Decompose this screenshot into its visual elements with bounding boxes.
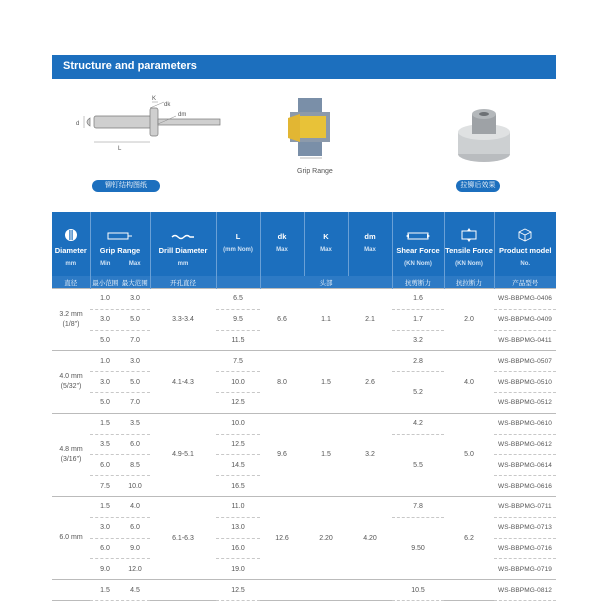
header-unit: No. [520,261,531,267]
grip-min: 5.0 [100,399,110,407]
grip-max: 4.0 [130,503,140,511]
grip-range-cutaway [280,96,340,162]
grip-range-cell [90,330,150,351]
product-model-cell: WS-BBPMG-0713 [494,517,556,538]
product-model-cell: WS-BBPMG-0512 [494,392,556,413]
l-cell: 19.0 [216,559,260,580]
grip-min: 3.0 [100,316,110,324]
l-cell: 7.5 [216,351,260,372]
pulled-effect-image [456,102,512,166]
diameter-cell [52,289,90,351]
product-box-icon [495,228,557,242]
l-cell: 10.0 [216,413,260,434]
header-7 [392,212,444,276]
header-unit: mm [65,261,77,267]
grip-range-cell [90,434,150,455]
grip-range-cell [90,559,150,580]
grip-max: 6.0 [130,524,140,532]
grip-range-cell [90,538,150,559]
table-row [52,351,556,372]
product-model-cell: WS-BBPMG-0507 [494,351,556,372]
cn-header-shear: 抗剪断力 [392,276,444,289]
grip-max: 12.0 [128,565,142,573]
rivet-label-dm: dm [178,112,187,118]
header-sub [91,261,150,267]
header-9 [494,212,556,276]
diameter-cell [52,496,90,579]
pulled-effect-caption: 拉铆后效果 [456,180,500,192]
header-1 [90,212,150,276]
dm-cell: 3.2 [348,413,392,496]
product-model-cell: WS-BBPMG-0616 [494,476,556,497]
header-8 [444,212,494,276]
dm-cell: 2.6 [348,351,392,413]
l-cell: 12.5 [216,580,260,601]
diameter-cell [52,351,90,413]
figures-area [52,90,556,200]
grip-max: 5.0 [130,378,140,386]
header-6 [348,212,392,276]
header-unit: Max [320,247,332,253]
rivet-label-k: K [152,96,157,102]
rivet-diagram-caption: 铆钉结构图纸 [92,180,160,192]
dk-cell [260,580,304,601]
grip-range-label: Grip Range [297,168,333,175]
drill-diameter-cell [150,580,216,601]
grip-max: 7.0 [130,399,140,407]
header-sub-0: Min [100,261,111,267]
grip-max: 10.0 [128,482,142,490]
diameter-mm: 4.0 mm [59,373,83,381]
grip-max: 7.0 [130,336,140,344]
drill-icon [151,228,216,242]
product-model-cell: WS-BBPMG-0411 [494,330,556,351]
shear-force-icon [393,228,444,242]
grip-range-cell [90,517,150,538]
diameter-mm: 3.2 mm [59,310,83,318]
product-model-cell: WS-BBPMG-0812 [494,580,556,601]
drill-diameter-cell: 4.9-5.1 [150,413,216,496]
rivet-structure-diagram [72,94,232,174]
tensile-force-icon [445,228,494,242]
rivet-label-d: d [76,121,80,127]
shear-force-cell: 5.5 [392,434,444,496]
l-cell: 10.0 [216,372,260,393]
product-model-cell: WS-BBPMG-0614 [494,455,556,476]
cn-header-model: 产品型号 [494,276,556,289]
shear-force-cell: 2.8 [392,351,444,372]
grip-range-cell [90,580,150,601]
table-row [52,496,556,517]
grip-max: 3.0 [130,357,140,365]
section-banner [52,55,556,79]
cn-header-head: 头部 [260,276,392,289]
tensile-force-cell: 6.2 [444,496,494,579]
header-5 [304,212,348,276]
l-cell: 12.5 [216,392,260,413]
header-4 [260,212,304,276]
grip-range-cell [90,392,150,413]
grip-min: 5.0 [100,336,110,344]
dk-cell: 9.6 [260,413,304,496]
grip-max: 5.0 [130,316,140,324]
tensile-force-cell [444,580,494,601]
grip-max: 4.5 [130,586,140,594]
grip-max: 6.0 [130,440,140,448]
grip-min: 6.0 [100,544,110,552]
l-cell: 14.5 [216,455,260,476]
grip-min: 1.5 [100,586,110,594]
shear-force-cell: 10.5 [392,580,444,601]
header-name: dk [277,232,287,241]
grip-range-cell [90,289,150,310]
shear-force-cell: 1.6 [392,289,444,310]
grip-range-cell [90,372,150,393]
diameter-inch: (3/16") [60,455,82,463]
product-model-cell: WS-BBPMG-0510 [494,372,556,393]
l-cell: 6.5 [216,289,260,310]
shear-force-cell: 5.2 [392,372,444,414]
shear-force-cell: 3.2 [392,330,444,351]
drill-diameter-cell: 6.1-6.3 [150,496,216,579]
grip-range-cell [90,455,150,476]
cn-header-tensile: 抗拉断力 [444,276,494,289]
grip-min: 1.5 [100,503,110,511]
grip-range-icon [91,228,150,242]
header-unit: (mm Nom) [223,247,253,253]
grip-range-cell [90,309,150,330]
k-cell: 1.5 [304,413,348,496]
dk-cell: 12.6 [260,496,304,579]
diameter-cell [52,413,90,496]
product-model-cell: WS-BBPMG-0716 [494,538,556,559]
tensile-force-cell: 4.0 [444,351,494,413]
cn-header-diameter: 直径 [52,276,90,289]
drill-diameter-cell: 4.1-4.3 [150,351,216,413]
header-unit: Max [364,247,376,253]
diameter-mm: 4.8 mm [59,445,83,453]
grip-min: 9.0 [100,565,110,573]
dm-cell [348,580,392,601]
grip-min: 6.0 [100,461,110,469]
shear-force-cell: 7.8 [392,496,444,517]
header-3 [216,212,260,276]
diameter-icon [52,228,90,242]
diameter-mm: 6.0 mm [59,534,83,542]
dm-cell: 2.1 [348,289,392,351]
diameter-inch: (5/32") [60,383,82,391]
table-row [52,289,556,310]
cn-header-grip [90,276,150,289]
shear-force-cell: 4.2 [392,413,444,434]
l-cell: 11.0 [216,496,260,517]
l-cell: 12.5 [216,434,260,455]
grip-max: 3.0 [130,295,140,303]
table-row [52,580,556,601]
header-unit: Max [276,247,288,253]
l-cell: 13.0 [216,517,260,538]
rivet-label-dk: dk [164,102,171,108]
grip-min: 3.0 [100,378,110,386]
header-name: K [323,232,329,241]
k-cell [304,580,348,601]
section-title: Structure and parameters [63,60,197,72]
grip-min: 7.5 [100,482,110,490]
header-name: Tensile Force [445,246,493,255]
diameter-inch: (1/8") [62,320,80,328]
grip-min: 1.5 [100,420,110,428]
header-name: Diameter [54,246,87,255]
cn-header-grip-max: 最大范围 [121,279,148,287]
header-2 [150,212,216,276]
grip-range-cell [90,476,150,497]
k-cell: 2.20 [304,496,348,579]
grip-range-cell [90,496,150,517]
rivet-label-l: L [118,146,122,152]
header-name: Drill Diameter [158,246,208,255]
l-cell: 16.5 [216,476,260,497]
product-model-cell: WS-BBPMG-0719 [494,559,556,580]
shear-force-cell: 9.50 [392,517,444,579]
header-unit: (KN Nom) [455,261,483,267]
shear-force-cell: 1.7 [392,309,444,330]
cn-header-l [216,276,260,289]
l-cell: 16.0 [216,538,260,559]
tensile-force-cell: 2.0 [444,289,494,351]
k-cell: 1.5 [304,351,348,413]
grip-range-cell [90,413,150,434]
tensile-force-cell: 5.0 [444,413,494,496]
dk-cell: 8.0 [260,351,304,413]
product-model-cell: WS-BBPMG-0409 [494,309,556,330]
grip-min: 3.0 [100,524,110,532]
header-unit: (KN Nom) [404,261,432,267]
header-name: Shear Force [396,246,440,255]
cn-header-drill: 开孔直径 [150,276,216,289]
header-unit: mm [177,261,189,267]
dm-cell: 4.20 [348,496,392,579]
l-cell: 9.5 [216,309,260,330]
parameters-table [52,212,556,601]
header-sub-1: Max [128,261,141,267]
product-model-cell: WS-BBPMG-0612 [494,434,556,455]
grip-max: 9.0 [130,544,140,552]
grip-max: 3.5 [130,420,140,428]
l-cell: 11.5 [216,330,260,351]
table-row [52,413,556,434]
grip-min: 1.0 [100,357,110,365]
header-name: Product model [498,246,552,255]
cn-header-grip-min: 最小范围 [92,279,119,287]
grip-min: 3.5 [100,440,110,448]
header-0 [52,212,90,276]
k-cell: 1.1 [304,289,348,351]
grip-range-cell [90,351,150,372]
header-name: L [235,232,241,241]
product-model-cell: WS-BBPMG-0406 [494,289,556,310]
grip-min: 1.0 [100,295,110,303]
grip-max: 8.5 [130,461,140,469]
header-name: dm [364,232,376,241]
dk-cell: 6.6 [260,289,304,351]
product-model-cell: WS-BBPMG-0711 [494,496,556,517]
product-model-cell: WS-BBPMG-0610 [494,413,556,434]
diameter-cell [52,580,90,601]
drill-diameter-cell: 3.3-3.4 [150,289,216,351]
header-name: Grip Range [99,246,141,255]
